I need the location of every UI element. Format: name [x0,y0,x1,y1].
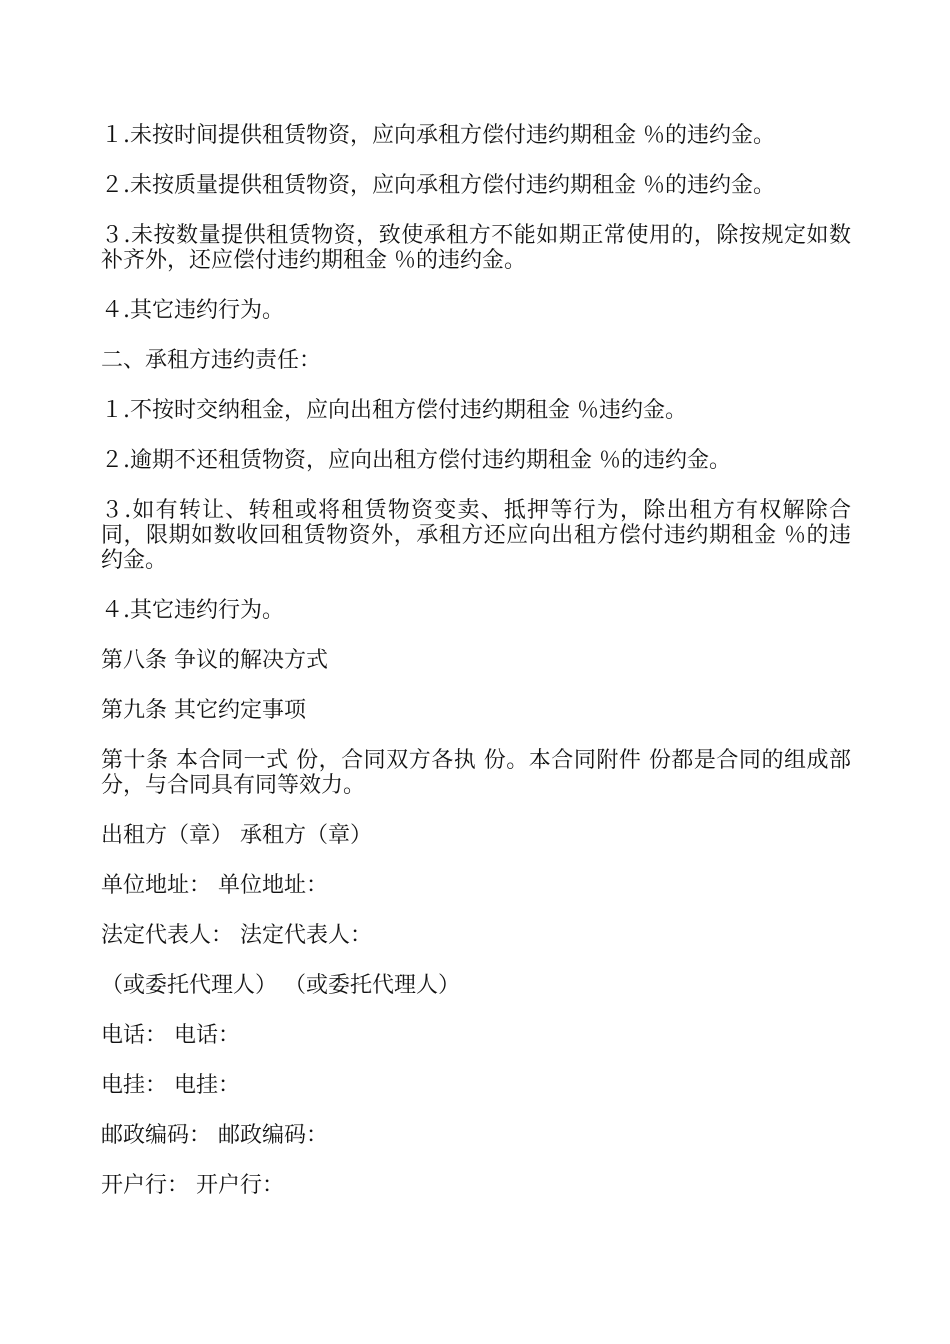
lessor-breach-item-1: １.未按时间提供租赁物资，应向承租方偿付违约期租金 ％的违约金。 [101,123,775,148]
lessee-breach-item-1: １.不按时交纳租金，应向出租方偿付违约期租金 ％违约金。 [101,398,687,423]
lessor-breach-item-3: ３.未按数量提供租赁物资，致使承租方不能如期正常使用的，除按规定如数补齐外，还应偿付违约期租金 ％的违约金。 [101,223,851,273]
document-page [101,123,851,1223]
lessee-breach-item-4: ４.其它违约行为。 [101,598,284,623]
article-10: 第十条 本合同一式 份，合同双方各执 份。本合同附件 份都是合同的组成部分，与合同具有同等效力。 [101,748,851,798]
signature-phone: 电话： 电话： [101,1023,240,1048]
lessor-breach-item-4: ４.其它违约行为。 [101,298,284,323]
signature-address: 单位地址： 单位地址： [101,873,328,898]
signature-legal-rep: 法定代表人： 法定代表人： [101,923,372,948]
signature-agent: （或委托代理人） （或委托代理人） [101,973,460,998]
signature-postcode: 邮政编码： 邮政编码： [101,1123,328,1148]
signature-cable: 电挂： 电挂： [101,1073,240,1098]
article-9: 第九条 其它约定事项 [101,698,306,723]
signature-parties: 出租方（章） 承租方（章） [101,823,372,848]
lessor-breach-item-2: ２.未按质量提供租赁物资，应向承租方偿付违约期租金 ％的违约金。 [101,173,775,198]
lessee-breach-item-3: ３.如有转让、转租或将租赁物资变卖、抵押等行为，除出租方有权解除合同，限期如数收回租赁物资外，承租方还应向出租方偿付违约期租金 ％的违约金。 [101,498,851,573]
section-heading-lessee-breach: 二、承租方违约责任： [101,348,322,373]
article-8: 第八条 争议的解决方式 [101,648,328,673]
signature-bank: 开户行： 开户行： [101,1173,284,1198]
lessee-breach-item-2: ２.逾期不还租赁物资，应向出租方偿付违约期租金 ％的违约金。 [101,448,731,473]
